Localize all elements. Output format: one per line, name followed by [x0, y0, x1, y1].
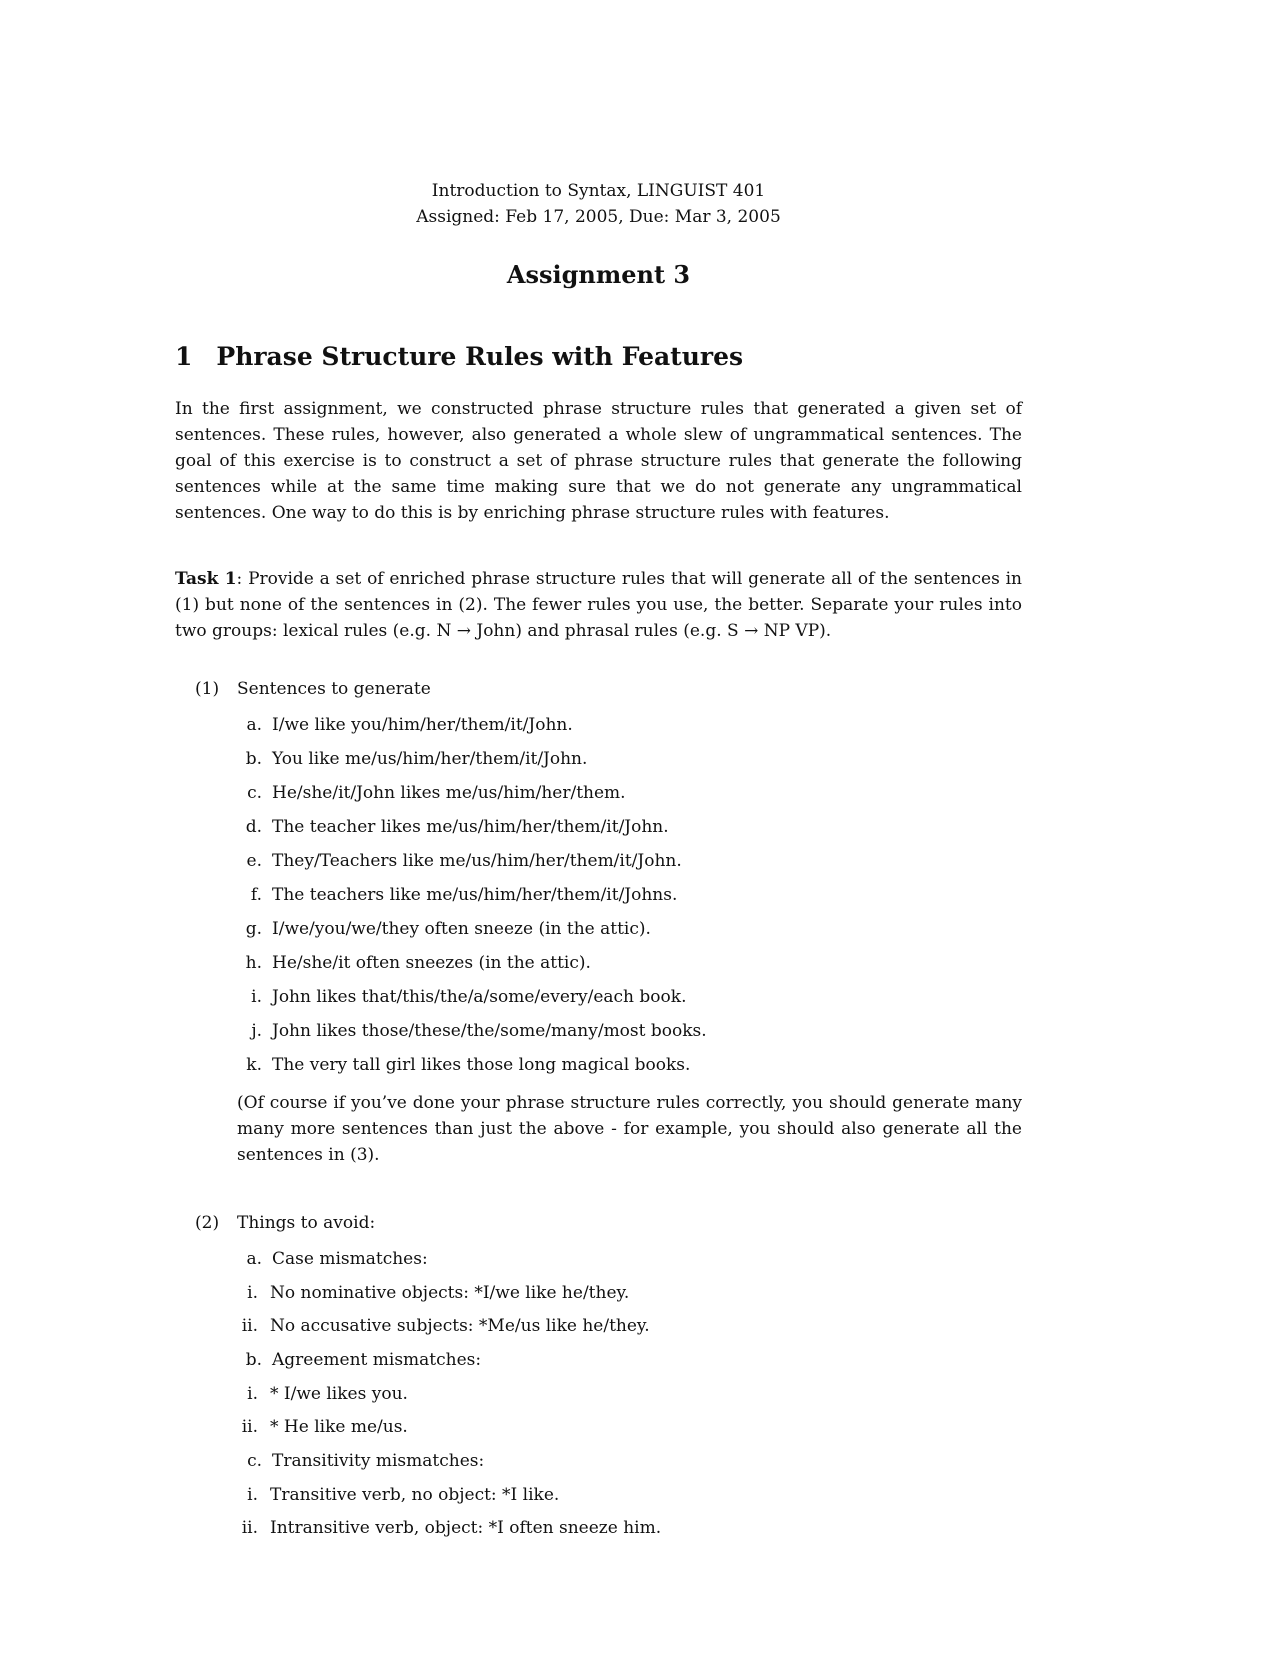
item-marker: a.	[246, 715, 262, 735]
sublist	[175, 1482, 1022, 1541]
subitem-text: * I/we likes you.	[270, 1384, 408, 1404]
list1-header	[195, 676, 1022, 702]
item-text: He/she/it often sneezes (in the attic).	[272, 953, 591, 973]
item-text: John likes that/this/the/a/some/every/each book.	[272, 987, 687, 1007]
list1-title: Sentences to generate	[237, 679, 431, 699]
item-marker: d.	[245, 817, 262, 837]
item-text: Case mismatches:	[272, 1249, 428, 1269]
item-text: Agreement mismatches:	[272, 1350, 482, 1370]
item-marker: e.	[246, 851, 262, 871]
section-heading	[175, 344, 1022, 370]
item-text: I/we/you/we/they often sneeze (in the attic).	[272, 919, 651, 939]
item-marker: a.	[246, 1249, 262, 1269]
list1-marker: (1)	[195, 679, 220, 699]
list2-header	[195, 1210, 1022, 1236]
item-marker: i.	[251, 987, 262, 1007]
item-text: The teachers like me/us/him/her/them/it/Johns.	[272, 885, 678, 905]
list-item	[215, 712, 1022, 738]
list2-title: Things to avoid:	[237, 1213, 376, 1233]
course-line: Introduction to Syntax, LINGUIST 401	[431, 181, 766, 201]
item-marker: k.	[246, 1055, 262, 1075]
sublist-item	[212, 1414, 1022, 1440]
subitem-text: * He like me/us.	[270, 1417, 408, 1437]
item-marker: b.	[245, 749, 262, 769]
item-text: They/Teachers like me/us/him/her/them/it/John.	[272, 851, 682, 871]
list2-items	[175, 1246, 1022, 1541]
list-item	[215, 916, 1022, 942]
list2-marker: (2)	[195, 1213, 220, 1233]
list-item	[215, 1347, 1022, 1373]
item-text: He/she/it/John likes me/us/him/her/them.	[272, 783, 626, 803]
sublist-item	[212, 1482, 1022, 1508]
task-paragraph	[175, 566, 1022, 644]
section-title: Phrase Structure Rules with Features	[216, 342, 744, 371]
list-item	[215, 746, 1022, 772]
subitem-text: Transitive verb, no object: *I like.	[270, 1485, 560, 1505]
task-text: : Provide a set of enriched phrase structure rules that will generate all of the sentences in (1) but none of the sentences in (2). The fewer rules you use, the better. Separate your rules into two groups: lexical rules (e.g. N → John) and phrasal rules (e.g. S → NP VP).	[175, 569, 1022, 641]
task-label: Task 1	[175, 569, 237, 589]
list1-items	[175, 712, 1022, 1078]
item-text: I/we like you/him/her/them/it/John.	[272, 715, 573, 735]
section-number: 1	[175, 342, 193, 371]
list-item	[215, 1052, 1022, 1078]
sublist	[175, 1381, 1022, 1440]
item-marker: g.	[245, 919, 262, 939]
subitem-marker: i.	[247, 1485, 258, 1505]
subitem-text: No accusative subjects: *Me/us like he/they.	[270, 1316, 650, 1336]
sublist-item	[212, 1381, 1022, 1407]
item-text: John likes those/these/the/some/many/most books.	[272, 1021, 707, 1041]
sublist-item	[212, 1313, 1022, 1339]
item-text: The very tall girl likes those long magical books.	[272, 1055, 691, 1075]
item-text: Transitivity mismatches:	[272, 1451, 485, 1471]
sublist	[175, 1280, 1022, 1339]
intro-paragraph: In the first assignment, we constructed phrase structure rules that generated a given set of sentences. These rules, however, also generated a whole slew of ungrammatical sentences. The goal of this exercise is to construct a set of phrase structure rules that generate the following sentences while at the same time making sure that we do not generate any ungrammatical sentences. One way to do this is by enriching phrase structure rules with features.	[175, 399, 1022, 523]
item-marker: c.	[247, 1451, 262, 1471]
list-item	[215, 882, 1022, 908]
list-things-to-avoid	[175, 1210, 1022, 1541]
subitem-marker: ii.	[241, 1417, 258, 1437]
item-text: The teacher likes me/us/him/her/them/it/John.	[272, 817, 669, 837]
item-text: You like me/us/him/her/them/it/John.	[272, 749, 588, 769]
sublist-item	[212, 1280, 1022, 1306]
dates-line: Assigned: Feb 17, 2005, Due: Mar 3, 2005	[416, 207, 781, 227]
subitem-text: Intransitive verb, object: *I often sneeze him.	[270, 1518, 662, 1538]
list-item	[215, 848, 1022, 874]
list-item	[215, 1448, 1022, 1474]
subitem-marker: i.	[247, 1384, 258, 1404]
sublist-item	[212, 1515, 1022, 1541]
item-marker: b.	[245, 1350, 262, 1370]
list-item	[215, 780, 1022, 806]
document-header	[175, 178, 1022, 230]
list-item	[215, 984, 1022, 1010]
subitem-marker: i.	[247, 1283, 258, 1303]
subitem-marker: ii.	[241, 1316, 258, 1336]
list-item	[215, 950, 1022, 976]
item-marker: f.	[250, 885, 262, 905]
item-marker: c.	[247, 783, 262, 803]
list-sentences-to-generate	[175, 676, 1022, 1168]
subitem-text: No nominative objects: *I/we like he/they.	[270, 1283, 630, 1303]
subitem-marker: ii.	[241, 1518, 258, 1538]
list-item	[215, 1018, 1022, 1044]
document-title: Assignment 3	[506, 260, 691, 289]
spacer	[175, 1168, 1022, 1178]
item-marker: j.	[251, 1021, 262, 1041]
list-item	[215, 1246, 1022, 1272]
list-item	[215, 814, 1022, 840]
item-marker: h.	[245, 953, 262, 973]
list1-note: (Of course if you’ve done your phrase structure rules correctly, you should generate many many more sentences than just the above - for example, you should also generate all the sentences in (3).	[237, 1093, 1022, 1165]
